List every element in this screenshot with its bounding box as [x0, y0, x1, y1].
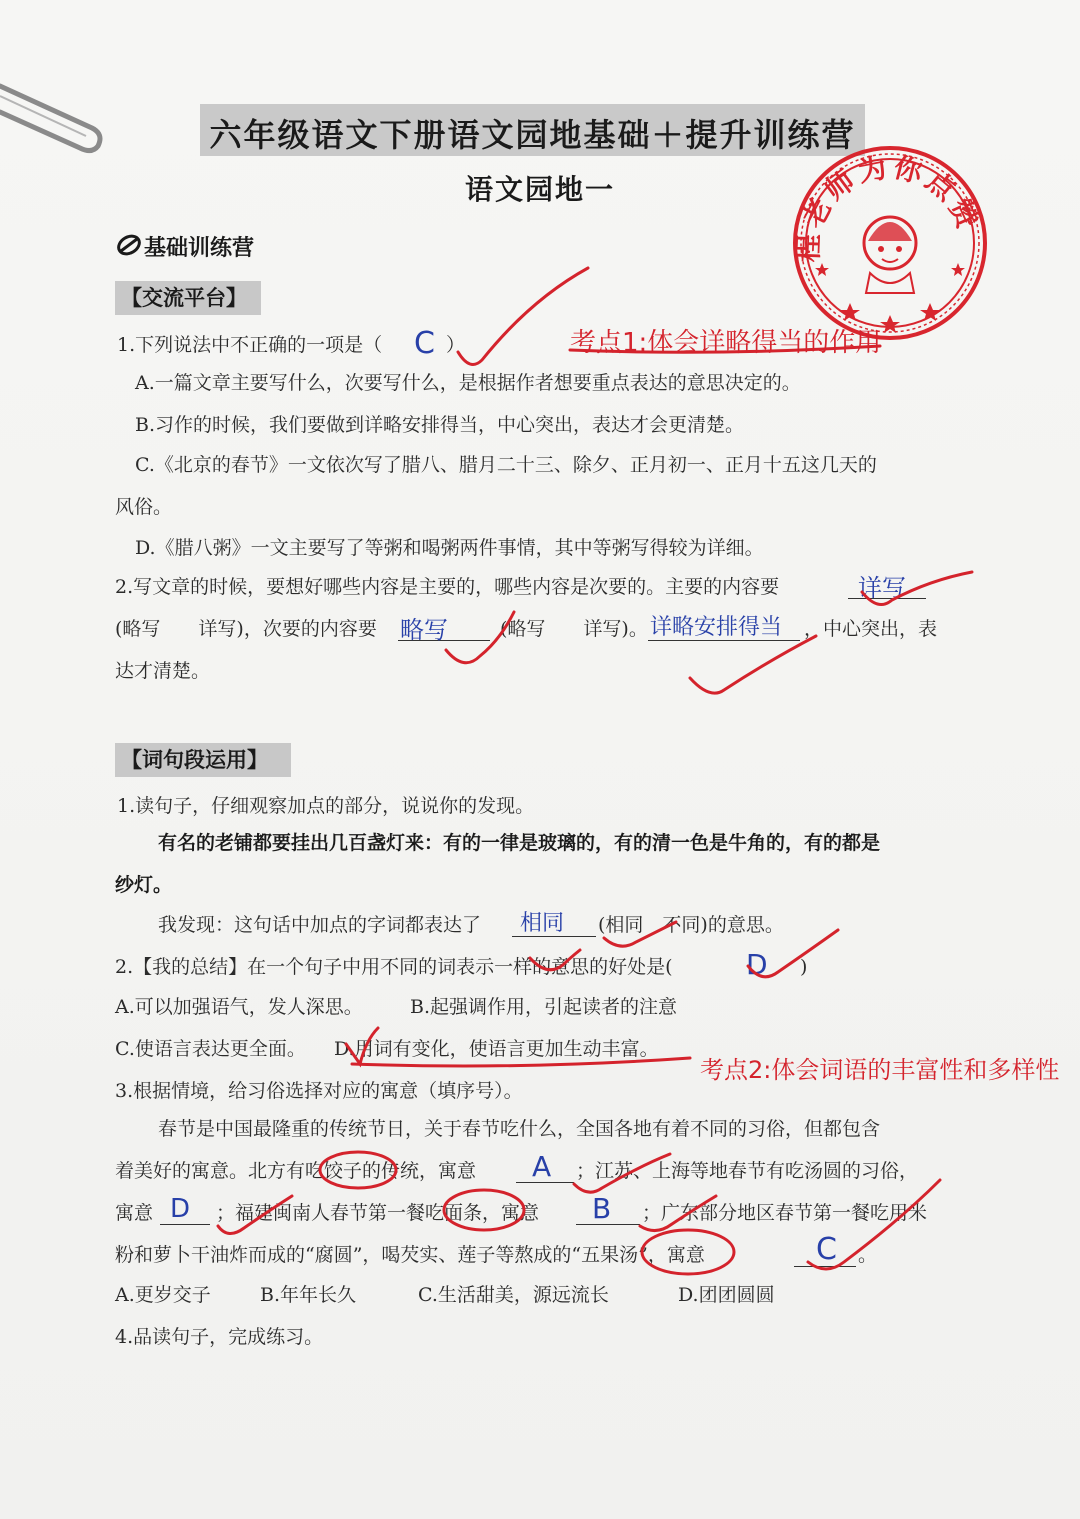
- check-mark-icon: [808, 1180, 940, 1269]
- check-mark-icon: [640, 1196, 716, 1231]
- p2-q3-p4b: 。: [858, 1244, 878, 1266]
- q1-option-c-cont: 风俗。: [115, 496, 173, 518]
- p2-q2-answer: D: [746, 948, 768, 981]
- p2-q1-quote-1: 有名的老铺都要挂出几百盏灯来：有的一律是玻璃的，有的清一色是牛角的，有的都是: [158, 832, 881, 854]
- p2-q3-answer-a: A: [532, 1150, 552, 1183]
- p2-q4-stem: 4.品读句子，完成练习。: [115, 1326, 324, 1348]
- p2-q3-p4a: 粉和萝卜干油炸而成的“腐圆”，喝芡实、莲子等熬成的“五果汤”，寓意: [115, 1244, 705, 1266]
- p2-q3-option-c: C.生活甜美，源远流长: [418, 1284, 609, 1306]
- q1-option-c: C.《北京的春节》一文依次写了腊八、腊月二十三、除夕、正月初一、正月十五这几天的: [135, 454, 877, 476]
- p2-q2-stem-end: ): [800, 956, 808, 978]
- p2-q1-find-a: 我发现：这句话中加点的字词都表达了: [158, 914, 482, 936]
- q1-answer: C: [414, 326, 435, 361]
- q1-stem: 1.下列说法中不正确的一项是（: [117, 334, 383, 356]
- q1-stem-end: ）: [446, 334, 466, 356]
- p2-q1-stem: 1.读句子，仔细观察加点的部分，说说你的发现。: [117, 795, 535, 817]
- q1-option-a: A.一篇文章主要写什么，次要写什么，是根据作者想要重点表达的意思决定的。: [135, 372, 801, 394]
- p2-q2-option-b: B.起强调作用，引起读者的注意: [410, 996, 678, 1018]
- p2-q3-p3b: ；福建闽南人春节第一餐吃面条，寓意: [216, 1202, 540, 1224]
- q2-line1: 2.写文章的时候，要想好哪些内容是主要的，哪些内容是次要的。主要的内容要: [115, 576, 780, 598]
- check-mark-icon: [748, 930, 838, 977]
- p2-q1-quote-2: 纱灯。: [115, 874, 173, 896]
- p2-q3-p1: 春节是中国最隆重的传统节日，关于春节吃什么，全国各地有着不同的习俗，但都包含: [158, 1118, 881, 1140]
- check-mark-icon: [690, 636, 816, 693]
- check-mark-icon: [862, 572, 972, 605]
- tag-exchange-platform: 【交流平台】: [115, 281, 261, 315]
- p2-q3-stem: 3.根据情境，给习俗选择对应的寓意（填序号）。: [115, 1080, 523, 1102]
- p2-q3-p3a: 寓意: [115, 1202, 154, 1224]
- p2-q3-answer-d: C: [816, 1232, 837, 1267]
- p2-q2-option-c: C.使语言表达更全面。: [115, 1038, 306, 1060]
- p2-q2-note: 考点2:体会词语的丰富性和多样性: [700, 1056, 1060, 1084]
- q2-line2b: (略写 详写)。: [500, 618, 648, 640]
- tag-word-sentence: 【词句段运用】: [115, 743, 291, 777]
- q1-option-d: D.《腊八粥》一文主要写了等粥和喝粥两件事情，其中等粥写得较为详细。: [135, 537, 764, 559]
- check-mark-icon: [530, 950, 580, 970]
- p2-q3-p2a: 着美好的寓意。北方有吃饺子的传统，寓意: [115, 1160, 477, 1182]
- p2-q3-answer-b: D: [170, 1194, 191, 1224]
- q2-line2a: (略写 详写)，次要的内容要: [115, 618, 377, 640]
- p2-q3-option-b: B.年年长久: [260, 1284, 357, 1306]
- p2-q2-option-d: D.用词有变化，使语言更加生动丰富。: [334, 1038, 659, 1060]
- p2-q2-option-a: A.可以加强语气，发人深思。: [115, 996, 363, 1018]
- p2-q3-p2b: ；江苏、上海等地春节有吃汤圆的习俗，: [576, 1160, 919, 1182]
- q2-answer-2: 略写: [400, 616, 448, 644]
- q2-answer-1: 详写: [858, 574, 906, 602]
- p2-q3-answer-c: B: [592, 1192, 612, 1225]
- q2-line3: 达才清楚。: [115, 660, 211, 682]
- p2-q2-stem: 2.【我的总结】在一个句子中用不同的词表示一样的意思的好处是(: [115, 956, 673, 978]
- q2-line2c: ，中心突出，表: [804, 618, 938, 640]
- p2-q1-find-b: (相同 不同)的意思。: [598, 914, 784, 936]
- check-mark-icon: [346, 1028, 378, 1064]
- check-mark-icon: [446, 612, 514, 663]
- page-title: 六年级语文下册语文园地基础＋提升训练营: [209, 116, 856, 154]
- q1-note: 考点1:体会详略得当的作用: [570, 328, 882, 358]
- check-mark-icon: [604, 922, 676, 946]
- stamp-text: 程老师为你点赞: [791, 150, 986, 263]
- p2-q3-option-d: D.团团圆圆: [678, 1284, 775, 1306]
- p2-q3-option-a: A.更岁交子: [115, 1284, 211, 1306]
- q1-option-b: B.习作的时候，我们要做到详略安排得当，中心突出，表达才会更清楚。: [135, 414, 745, 436]
- p2-q3-p3c: ；广东部分地区春节第一餐吃用米: [642, 1202, 928, 1224]
- check-mark-icon: [574, 1154, 670, 1192]
- check-mark-icon: [218, 1196, 292, 1234]
- p2-q1-answer: 相同: [520, 911, 565, 936]
- q2-answer-3: 详略安排得当: [650, 615, 783, 640]
- page-subtitle: 语文园地一: [464, 173, 615, 206]
- section-heading: 基础训练营: [144, 235, 255, 261]
